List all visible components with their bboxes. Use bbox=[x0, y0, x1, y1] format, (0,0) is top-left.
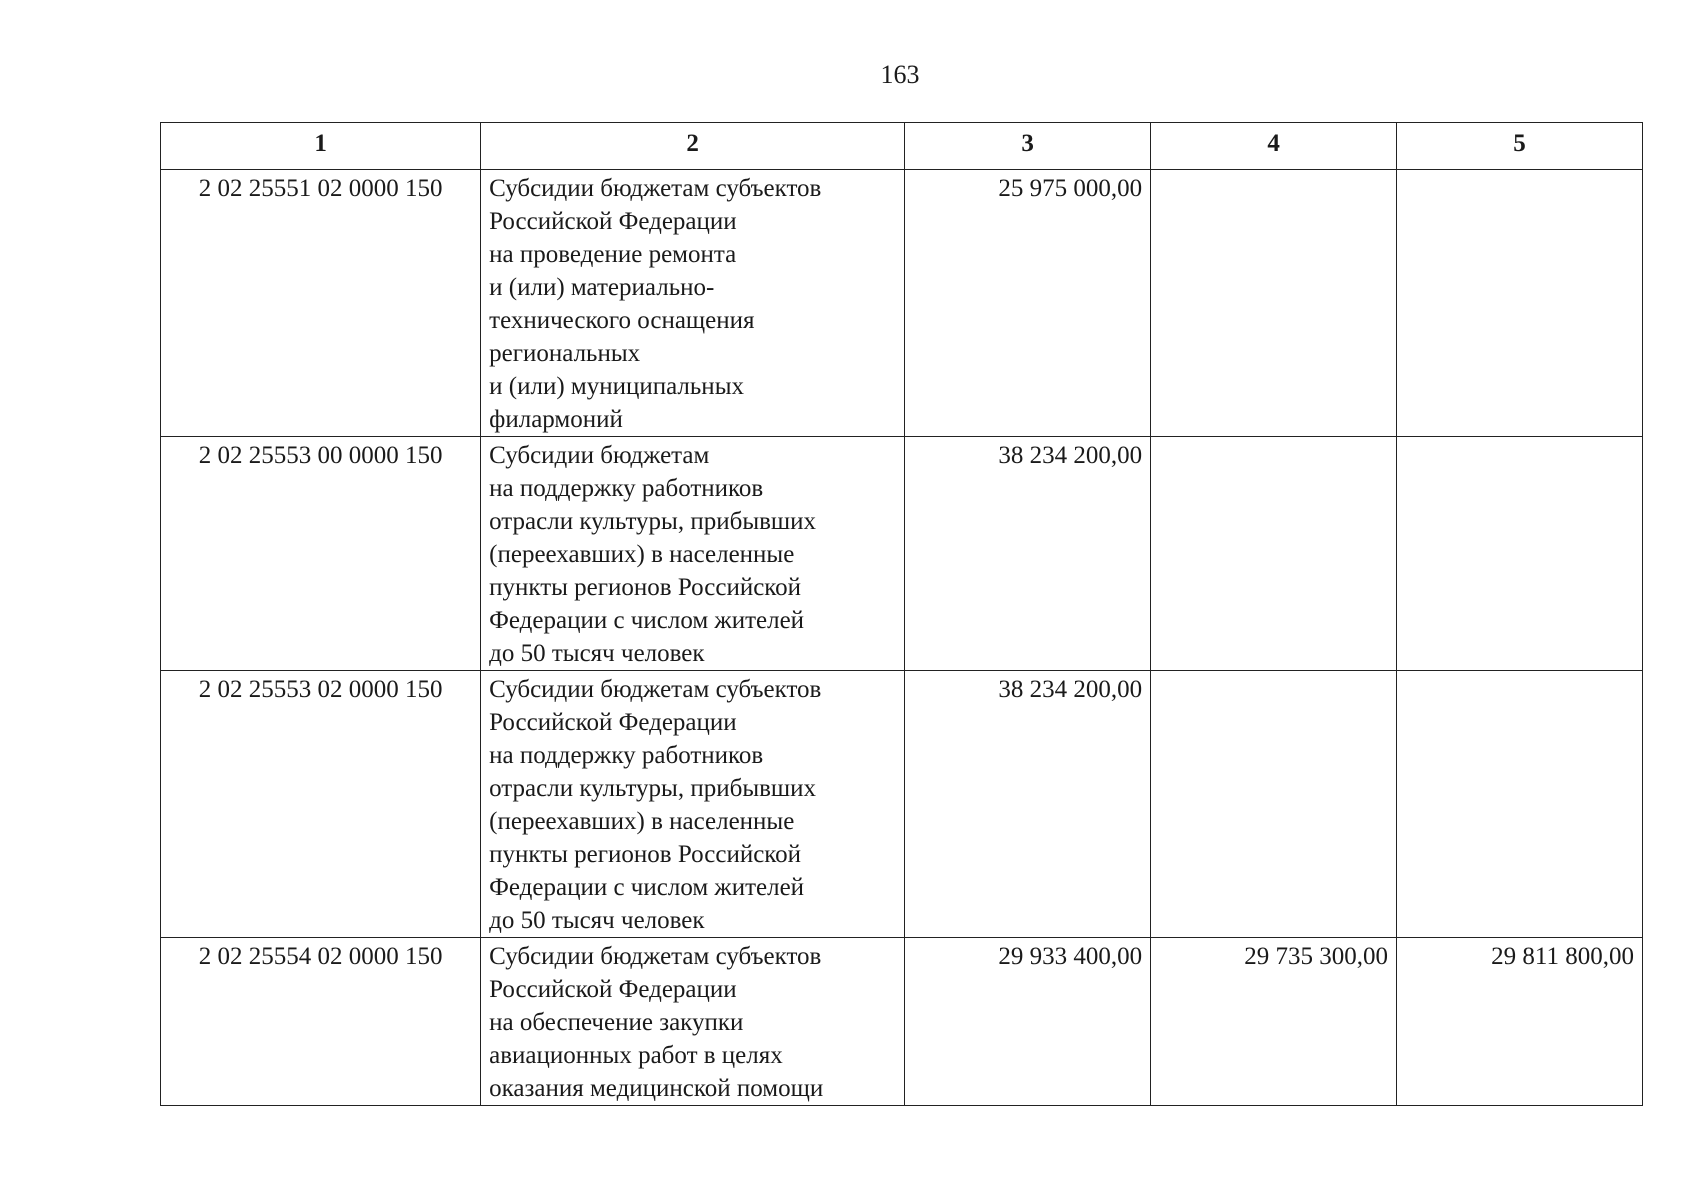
amount-col-5: 29 811 800,00 bbox=[1397, 938, 1643, 1106]
name-line: авиационных работ в целях bbox=[489, 1042, 783, 1069]
name-line: оказания медицинской помощи bbox=[489, 1075, 824, 1102]
table-row bbox=[161, 938, 1643, 1106]
name-line: отрасли культуры, прибывших bbox=[489, 508, 817, 535]
name-line: Российской Федерации bbox=[489, 208, 737, 235]
amount-col-3: 25 975 000,00 bbox=[905, 170, 1151, 437]
amount-col-5 bbox=[1397, 437, 1643, 671]
name-line: Российской Федерации bbox=[489, 976, 737, 1003]
name-line: Субсидии бюджетам субъектов bbox=[489, 676, 822, 703]
budget-code: 2 02 25554 02 0000 150 bbox=[161, 938, 481, 1106]
name-line: пункты регионов Российской bbox=[489, 574, 802, 601]
header-col-5: 5 bbox=[1397, 123, 1643, 170]
amount-col-3: 29 933 400,00 bbox=[905, 938, 1151, 1106]
name-line: региональных bbox=[489, 340, 641, 367]
amount-col-4 bbox=[1151, 437, 1397, 671]
name-line: пункты регионов Российской bbox=[489, 841, 802, 868]
amount-col-5 bbox=[1397, 671, 1643, 938]
name-line: и (или) материально- bbox=[489, 274, 715, 301]
name-line: на обеспечение закупки bbox=[489, 1009, 744, 1036]
budget-item-name bbox=[481, 671, 905, 938]
name-line: технического оснащения bbox=[489, 307, 755, 334]
name-line: Субсидии бюджетам субъектов bbox=[489, 175, 822, 202]
budget-item-name bbox=[481, 938, 905, 1106]
name-line: филармоний bbox=[489, 406, 623, 433]
header-col-3: 3 bbox=[905, 123, 1151, 170]
name-line: до 50 тысяч человек bbox=[489, 640, 705, 667]
table-row bbox=[161, 170, 1643, 437]
amount-col-4: 29 735 300,00 bbox=[1151, 938, 1397, 1106]
table-header-row bbox=[161, 123, 1643, 170]
budget-item-name bbox=[481, 170, 905, 437]
budget-item-name bbox=[481, 437, 905, 671]
header-col-1: 1 bbox=[161, 123, 481, 170]
budget-code: 2 02 25551 02 0000 150 bbox=[161, 170, 481, 437]
name-line: Федерации с числом жителей bbox=[489, 607, 805, 634]
name-line: и (или) муниципальных bbox=[489, 373, 744, 400]
amount-col-5 bbox=[1397, 170, 1643, 437]
budget-code: 2 02 25553 00 0000 150 bbox=[161, 437, 481, 671]
name-line: до 50 тысяч человек bbox=[489, 907, 705, 934]
name-line: Субсидии бюджетам bbox=[489, 442, 710, 469]
amount-col-4 bbox=[1151, 671, 1397, 938]
amount-col-3: 38 234 200,00 bbox=[905, 671, 1151, 938]
name-line: отрасли культуры, прибывших bbox=[489, 775, 817, 802]
table-row bbox=[161, 437, 1643, 671]
name-line: на поддержку работников bbox=[489, 742, 764, 769]
name-line: Федерации с числом жителей bbox=[489, 874, 805, 901]
budget-code: 2 02 25553 02 0000 150 bbox=[161, 671, 481, 938]
name-line: Российской Федерации bbox=[489, 709, 737, 736]
name-line: на поддержку работников bbox=[489, 475, 764, 502]
header-col-2: 2 bbox=[481, 123, 905, 170]
budget-table bbox=[160, 122, 1643, 1106]
table-row bbox=[161, 671, 1643, 938]
page-number: 163 bbox=[880, 60, 920, 89]
name-line: на проведение ремонта bbox=[489, 241, 737, 268]
amount-col-4 bbox=[1151, 170, 1397, 437]
amount-col-3: 38 234 200,00 bbox=[905, 437, 1151, 671]
name-line: (переехавших) в населенные bbox=[489, 808, 795, 835]
name-line: (переехавших) в населенные bbox=[489, 541, 795, 568]
name-line: Субсидии бюджетам субъектов bbox=[489, 943, 822, 970]
header-col-4: 4 bbox=[1151, 123, 1397, 170]
